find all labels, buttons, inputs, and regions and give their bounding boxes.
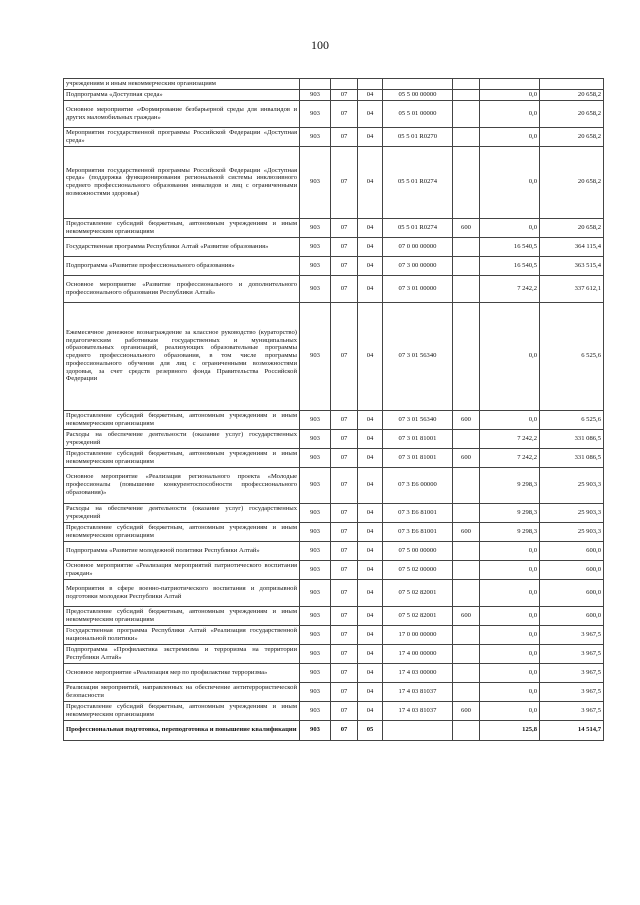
row-target-article: 07 0 00 00000 <box>383 237 453 256</box>
row-subsection-code: 04 <box>358 410 383 429</box>
row-expense-type: 600 <box>453 701 480 720</box>
row-subsection-code: 04 <box>358 146 383 218</box>
row-grbs-code: 903 <box>300 256 331 275</box>
row-subsection-code: 04 <box>358 448 383 467</box>
row-amount-2: 25 903,3 <box>540 467 604 503</box>
row-name: Ежемесячное денежное вознаграждение за классное руководство (кураторство) педагогическим работникам государственных и муниципальных образовательных организаций, реализующих образовательные программы среднего профессионального образования, в том числе программы профессионального обучения для лиц с ограниченными возможностями здоровья, за счет средств резервного фонда Правительства Российской Федерации <box>64 302 300 410</box>
table-row <box>64 625 604 644</box>
table-row <box>64 448 604 467</box>
row-name: Предоставление субсидий бюджетным, автономным учреждениям и иным некоммерческим организациям <box>64 448 300 467</box>
row-name: Основное мероприятие «Реализация регионального проекта «Молодые профессионалы (повышение конкурентоспособности профессионального образования)» <box>64 467 300 503</box>
row-amount-1: 0,0 <box>480 644 540 663</box>
row-expense-type <box>453 146 480 218</box>
row-name: Подпрограмма «Развитие молодежной политики Республики Алтай» <box>64 541 300 560</box>
row-amount-2: 363 515,4 <box>540 256 604 275</box>
row-target-article: 17 4 00 00000 <box>383 644 453 663</box>
row-expense-type <box>453 503 480 522</box>
row-expense-type <box>453 644 480 663</box>
row-subsection-code: 05 <box>358 720 383 740</box>
table-row <box>64 560 604 579</box>
table-row <box>64 720 604 740</box>
row-amount-2: 20 658,2 <box>540 100 604 127</box>
row-expense-type <box>453 625 480 644</box>
row-target-article: 07 5 00 00000 <box>383 541 453 560</box>
row-amount-2: 600,0 <box>540 579 604 606</box>
row-target-article: 05 5 01 R0274 <box>383 218 453 237</box>
row-target-article: 07 5 02 00000 <box>383 560 453 579</box>
row-section-code: 07 <box>331 448 358 467</box>
row-expense-type: 600 <box>453 448 480 467</box>
row-section-code: 07 <box>331 720 358 740</box>
row-target-article: 07 3 00 00000 <box>383 256 453 275</box>
row-subsection-code: 04 <box>358 682 383 701</box>
row-subsection-code: 04 <box>358 429 383 448</box>
row-target-article: 07 3 01 56340 <box>383 410 453 429</box>
row-grbs-code: 903 <box>300 237 331 256</box>
page-number: 100 <box>311 38 329 52</box>
table-row <box>64 503 604 522</box>
row-subsection-code: 04 <box>358 560 383 579</box>
row-grbs-code: 903 <box>300 701 331 720</box>
row-expense-type <box>453 720 480 740</box>
row-amount-2: 20 658,2 <box>540 89 604 100</box>
row-amount-1: 0,0 <box>480 218 540 237</box>
row-grbs-code: 903 <box>300 467 331 503</box>
table-row <box>64 682 604 701</box>
row-amount-2: 3 967,5 <box>540 625 604 644</box>
row-section-code: 07 <box>331 701 358 720</box>
row-target-article: 17 4 03 81037 <box>383 701 453 720</box>
row-expense-type <box>453 541 480 560</box>
row-expense-type <box>453 89 480 100</box>
row-expense-type <box>453 256 480 275</box>
row-grbs-code: 903 <box>300 625 331 644</box>
row-subsection-code: 04 <box>358 89 383 100</box>
row-expense-type <box>453 275 480 302</box>
table-row <box>64 89 604 100</box>
table-row <box>64 237 604 256</box>
row-target-article: 07 5 02 82001 <box>383 606 453 625</box>
row-target-article <box>383 720 453 740</box>
row-section-code: 07 <box>331 410 358 429</box>
row-name: Государственная программа Республики Алтай «Развитие образования» <box>64 237 300 256</box>
row-name: Государственная программа Республики Алтай «Реализация государственной национальной политики» <box>64 625 300 644</box>
row-expense-type <box>453 663 480 682</box>
row-grbs-code: 903 <box>300 663 331 682</box>
row-expense-type <box>453 560 480 579</box>
row-amount-1: 0,0 <box>480 89 540 100</box>
table-row <box>64 302 604 410</box>
row-target-article: 05 5 01 R0270 <box>383 127 453 146</box>
row-subsection-code: 04 <box>358 663 383 682</box>
row-section-code <box>331 79 358 90</box>
row-expense-type <box>453 79 480 90</box>
row-section-code: 07 <box>331 100 358 127</box>
row-subsection-code <box>358 79 383 90</box>
row-amount-1: 0,0 <box>480 663 540 682</box>
row-subsection-code: 04 <box>358 127 383 146</box>
row-grbs-code: 903 <box>300 100 331 127</box>
row-amount-1: 7 242,2 <box>480 429 540 448</box>
table-row <box>64 146 604 218</box>
row-name: Предоставление субсидий бюджетным, автономным учреждениям и иным некоммерческим организациям <box>64 522 300 541</box>
row-subsection-code: 04 <box>358 579 383 606</box>
row-amount-1: 0,0 <box>480 100 540 127</box>
row-subsection-code: 04 <box>358 644 383 663</box>
row-amount-1: 16 540,5 <box>480 237 540 256</box>
row-subsection-code: 04 <box>358 522 383 541</box>
row-amount-1: 0,0 <box>480 127 540 146</box>
table-row <box>64 429 604 448</box>
row-expense-type <box>453 579 480 606</box>
row-grbs-code: 903 <box>300 127 331 146</box>
row-target-article: 05 5 01 00000 <box>383 100 453 127</box>
row-section-code: 07 <box>331 429 358 448</box>
row-section-code: 07 <box>331 146 358 218</box>
row-expense-type <box>453 237 480 256</box>
row-amount-1: 0,0 <box>480 302 540 410</box>
row-amount-2: 20 658,2 <box>540 127 604 146</box>
row-name: Предоставление субсидий бюджетным, автономным учреждениям и иным некоммерческим организациям <box>64 218 300 237</box>
row-amount-1: 0,0 <box>480 625 540 644</box>
row-grbs-code: 903 <box>300 503 331 522</box>
row-subsection-code: 04 <box>358 467 383 503</box>
row-name: Расходы на обеспечение деятельности (оказание услуг) государственных учреждений <box>64 429 300 448</box>
row-name: Расходы на обеспечение деятельности (оказание услуг) государственных учреждений <box>64 503 300 522</box>
row-target-article <box>383 79 453 90</box>
row-amount-2: 20 658,2 <box>540 146 604 218</box>
row-grbs-code: 903 <box>300 606 331 625</box>
row-target-article: 07 3 01 56340 <box>383 302 453 410</box>
row-expense-type: 600 <box>453 522 480 541</box>
budget-table <box>63 78 604 741</box>
row-grbs-code: 903 <box>300 429 331 448</box>
row-expense-type: 600 <box>453 410 480 429</box>
row-target-article: 07 3 01 81001 <box>383 448 453 467</box>
row-amount-1: 0,0 <box>480 701 540 720</box>
row-expense-type <box>453 100 480 127</box>
row-section-code: 07 <box>331 89 358 100</box>
row-grbs-code: 903 <box>300 146 331 218</box>
row-name: Основное мероприятие «Реализация мер по профилактике терроризма» <box>64 663 300 682</box>
row-section-code: 07 <box>331 218 358 237</box>
row-grbs-code: 903 <box>300 89 331 100</box>
table-row <box>64 275 604 302</box>
row-name: Основное мероприятие «Развитие профессионального и дополнительного профессионального образования Республики Алтай» <box>64 275 300 302</box>
table-row <box>64 579 604 606</box>
row-grbs-code: 903 <box>300 541 331 560</box>
row-subsection-code: 04 <box>358 625 383 644</box>
row-amount-2: 3 967,5 <box>540 663 604 682</box>
row-amount-1: 125,8 <box>480 720 540 740</box>
row-section-code: 07 <box>331 663 358 682</box>
row-name: Основное мероприятие «Формирование безбарьерной среды для инвалидов и других маломобильных граждан» <box>64 100 300 127</box>
row-amount-1 <box>480 79 540 90</box>
row-target-article: 07 3 01 00000 <box>383 275 453 302</box>
row-section-code: 07 <box>331 237 358 256</box>
table-row <box>64 606 604 625</box>
table-row <box>64 100 604 127</box>
row-name: Предоставление субсидий бюджетным, автономным учреждениям и иным некоммерческим организациям <box>64 410 300 429</box>
row-section-code: 07 <box>331 644 358 663</box>
row-target-article: 17 4 03 00000 <box>383 663 453 682</box>
row-amount-2: 364 115,4 <box>540 237 604 256</box>
row-grbs-code: 903 <box>300 302 331 410</box>
row-section-code: 07 <box>331 275 358 302</box>
row-amount-2: 14 514,7 <box>540 720 604 740</box>
row-amount-2: 25 903,3 <box>540 503 604 522</box>
row-target-article: 07 3 E6 81001 <box>383 522 453 541</box>
row-amount-2: 600,0 <box>540 606 604 625</box>
row-amount-2: 25 903,3 <box>540 522 604 541</box>
row-amount-2: 331 086,5 <box>540 448 604 467</box>
row-section-code: 07 <box>331 682 358 701</box>
row-amount-2: 20 658,2 <box>540 218 604 237</box>
row-name: Предоставление субсидий бюджетным, автономным учреждениям и иным некоммерческим организациям <box>64 701 300 720</box>
row-subsection-code: 04 <box>358 275 383 302</box>
row-amount-2: 3 967,5 <box>540 701 604 720</box>
row-grbs-code: 903 <box>300 275 331 302</box>
row-expense-type <box>453 467 480 503</box>
table-row <box>64 541 604 560</box>
row-amount-1: 0,0 <box>480 146 540 218</box>
row-amount-2: 3 967,5 <box>540 644 604 663</box>
row-amount-1: 7 242,2 <box>480 448 540 467</box>
table-row <box>64 218 604 237</box>
row-subsection-code: 04 <box>358 503 383 522</box>
row-name: Подпрограмма «Доступная среда» <box>64 89 300 100</box>
table-row <box>64 701 604 720</box>
row-amount-1: 9 298,3 <box>480 467 540 503</box>
row-name: Профессиональная подготовка, переподготовка и повышение квалификации <box>64 720 300 740</box>
row-amount-1: 0,0 <box>480 410 540 429</box>
row-subsection-code: 04 <box>358 218 383 237</box>
row-subsection-code: 04 <box>358 302 383 410</box>
row-section-code: 07 <box>331 625 358 644</box>
row-grbs-code: 903 <box>300 410 331 429</box>
row-amount-1: 0,0 <box>480 579 540 606</box>
row-amount-1: 9 298,3 <box>480 522 540 541</box>
row-section-code: 07 <box>331 127 358 146</box>
row-section-code: 07 <box>331 560 358 579</box>
row-amount-2: 6 525,6 <box>540 302 604 410</box>
row-subsection-code: 04 <box>358 701 383 720</box>
row-target-article: 07 3 01 81001 <box>383 429 453 448</box>
row-name: Предоставление субсидий бюджетным, автономным учреждениям и иным некоммерческим организациям <box>64 606 300 625</box>
row-amount-1: 7 242,2 <box>480 275 540 302</box>
row-amount-1: 16 540,5 <box>480 256 540 275</box>
row-subsection-code: 04 <box>358 237 383 256</box>
row-subsection-code: 04 <box>358 541 383 560</box>
row-grbs-code: 903 <box>300 448 331 467</box>
row-amount-2: 3 967,5 <box>540 682 604 701</box>
row-name: Мероприятия государственной программы Российской Федерации «Доступная среда» <box>64 127 300 146</box>
row-target-article: 07 3 E6 00000 <box>383 467 453 503</box>
row-name: Мероприятия государственной программы Российской Федерации «Доступная среда» (поддержка функционирования региональной системы инклюзивного среднего профессионального образования инвалидов и лиц с ограниченными возможностями здоровья) <box>64 146 300 218</box>
row-section-code: 07 <box>331 579 358 606</box>
row-expense-type <box>453 682 480 701</box>
row-target-article: 07 5 02 82001 <box>383 579 453 606</box>
row-name: Подпрограмма «Развитие профессионального образования» <box>64 256 300 275</box>
row-name: Мероприятия в сфере военно-патриотического воспитания и допризывной подготовки молодежи Республики Алтай <box>64 579 300 606</box>
row-amount-1: 9 298,3 <box>480 503 540 522</box>
row-grbs-code: 903 <box>300 522 331 541</box>
row-amount-2: 331 086,5 <box>540 429 604 448</box>
table-row <box>64 256 604 275</box>
row-expense-type <box>453 127 480 146</box>
row-section-code: 07 <box>331 606 358 625</box>
row-section-code: 07 <box>331 503 358 522</box>
table-row <box>64 127 604 146</box>
row-expense-type: 600 <box>453 218 480 237</box>
row-expense-type: 600 <box>453 606 480 625</box>
row-amount-2: 600,0 <box>540 560 604 579</box>
row-section-code: 07 <box>331 302 358 410</box>
row-target-article: 17 0 00 00000 <box>383 625 453 644</box>
table-row <box>64 522 604 541</box>
row-section-code: 07 <box>331 467 358 503</box>
row-name: учреждениям и иным некоммерческим организациям <box>64 79 300 90</box>
row-grbs-code: 903 <box>300 720 331 740</box>
row-amount-1: 0,0 <box>480 560 540 579</box>
row-amount-1: 0,0 <box>480 606 540 625</box>
row-target-article: 17 4 03 81037 <box>383 682 453 701</box>
row-subsection-code: 04 <box>358 100 383 127</box>
row-amount-1: 0,0 <box>480 682 540 701</box>
row-name: Основное мероприятие «Реализация мероприятий патриотического воспитания граждан» <box>64 560 300 579</box>
row-expense-type <box>453 302 480 410</box>
table-row <box>64 467 604 503</box>
row-target-article: 05 5 00 00000 <box>383 89 453 100</box>
row-target-article: 07 3 E6 81001 <box>383 503 453 522</box>
row-subsection-code: 04 <box>358 256 383 275</box>
row-name: Реализация мероприятий, направленных на обеспечение антитеррористической безопасности <box>64 682 300 701</box>
row-amount-2: 600,0 <box>540 541 604 560</box>
row-grbs-code <box>300 79 331 90</box>
row-grbs-code: 903 <box>300 644 331 663</box>
row-grbs-code: 903 <box>300 218 331 237</box>
row-subsection-code: 04 <box>358 606 383 625</box>
table-row <box>64 663 604 682</box>
row-amount-2 <box>540 79 604 90</box>
row-grbs-code: 903 <box>300 682 331 701</box>
row-grbs-code: 903 <box>300 560 331 579</box>
row-section-code: 07 <box>331 522 358 541</box>
row-section-code: 07 <box>331 256 358 275</box>
table-row <box>64 79 604 90</box>
row-amount-2: 337 612,1 <box>540 275 604 302</box>
row-name: Подпрограмма «Профилактика экстремизма и терроризма на территории Республики Алтай» <box>64 644 300 663</box>
row-section-code: 07 <box>331 541 358 560</box>
table-row <box>64 410 604 429</box>
row-grbs-code: 903 <box>300 579 331 606</box>
row-expense-type <box>453 429 480 448</box>
row-amount-2: 6 525,6 <box>540 410 604 429</box>
table-row <box>64 644 604 663</box>
row-target-article: 05 5 01 R0274 <box>383 146 453 218</box>
row-amount-1: 0,0 <box>480 541 540 560</box>
